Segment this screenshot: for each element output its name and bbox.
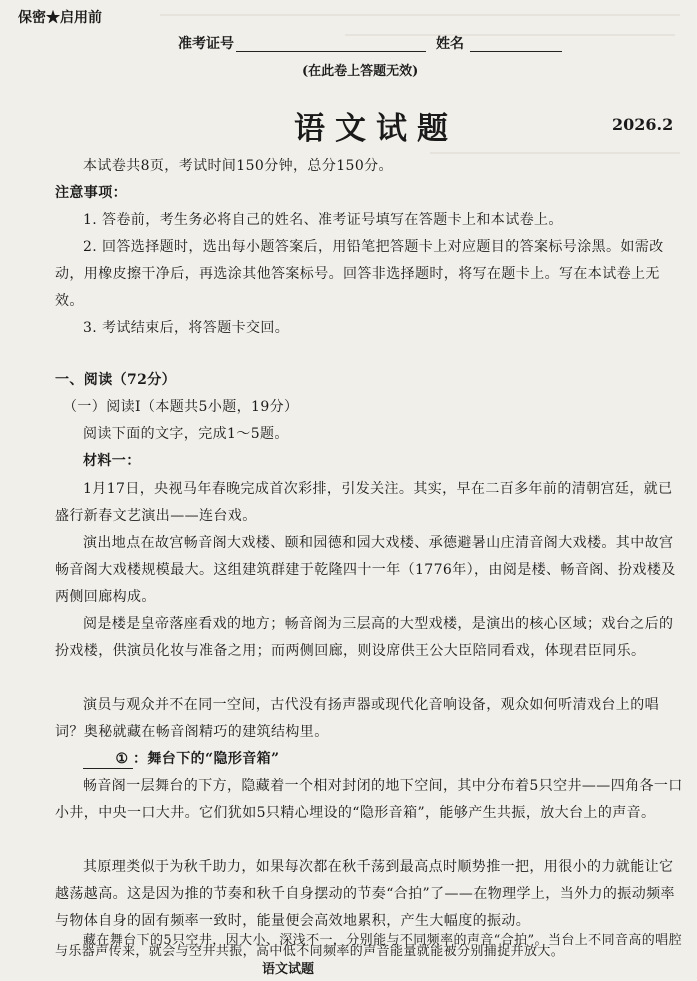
- name-line: [470, 51, 562, 52]
- body-paragraph: 其原理类似于为秋千助力，如果每次都在秋千荡到最高点时顺势推一把，用很小的力就能让它越荡越高。这是因为推的节奏和秋千自身摆动的节奏“合拍”了——在物理学上，当外力的振动频率与物体自身的固有频率一致时，能量便会高效地累积，产生大幅度的振动。: [55, 859, 675, 929]
- exam-date: 2026.2: [612, 115, 674, 134]
- material-label: 材料一：: [83, 453, 141, 469]
- subheading-text: ：舞台下的“隐形音箱”: [133, 751, 280, 767]
- page-title: 语文试题: [294, 111, 458, 147]
- bleed-through: [160, 14, 680, 16]
- name-label: 姓名: [436, 36, 464, 52]
- body-paragraph: 演员与观众并不在同一空间，古代没有扬声器或现代化音响设备，观众如何听清戏台上的唱词？奥秘就藏在畅音阁精巧的建筑结构里。: [55, 697, 659, 740]
- exam-id-label: 准考证号: [178, 36, 234, 52]
- page-footer: 语文试题: [262, 962, 315, 977]
- body-paragraph: 阅是楼是皇帝落座看戏的地方；畅音阁为三层高的大型戏楼，是演出的核心区域；戏台之后的扮戏楼，供演员化妆与准备之用；而两侧回廊，则设席供王公大臣陪同看戏，体现君臣同乐。: [55, 616, 674, 659]
- notice-item: 1. 答卷前，考生务必将自己的姓名、准考证号填写在答题卡上和本试卷上。: [83, 212, 563, 228]
- notice-heading: 注意事项：: [55, 185, 127, 201]
- body-paragraph: 演出地点在故宫畅音阁大戏楼、颐和园德和园大戏楼、承德避暑山庄清音阁大戏楼。其中故宫畅音阁大戏楼规模最大。这组建筑群建于乾隆四十一年（1776年），由阅是楼、畅音阁、扮戏楼及两侧回廊构成。: [55, 535, 676, 605]
- body-paragraph: 畅音阁一层舞台的下方，隐藏着一个相对封闭的地下空间，其中分布着5只空井——四角各一口小井，中央一口大井。它们犹如5只精心埋设的“隐形音箱”，能够产生共振，放大台上的声音。: [55, 778, 683, 821]
- body-paragraph: 藏在舞台下的5只空井，因大小、深浅不一，分别能与不同频率的声音“合拍”。当台上不同音高的唱腔与乐器声传来，就会与空井共振，高中低不同频率的声音能量就能被分别捕捉并放大。: [55, 933, 682, 959]
- subheading-blank: ①: [83, 750, 133, 769]
- notice-item: 3. 考试结束后，将答题卡交回。: [83, 320, 290, 336]
- exam-id-line: [236, 51, 426, 52]
- intro-text: 本试卷共8页，考试时间150分钟，总分150分。: [83, 158, 393, 174]
- invalid-note: (在此卷上答题无效): [302, 64, 419, 79]
- section-subheading: （一）阅读Ⅰ（本题共5小题，19分）: [63, 399, 299, 415]
- instruction-text: 阅读下面的文字，完成1～5题。: [83, 426, 289, 442]
- secret-mark: 保密★启用前: [18, 10, 102, 26]
- body-paragraph: 1月17日，央视马年春晚完成首次彩排，引发关注。其实，早在二百多年前的清朝宫廷，就已盛行新春文艺演出——连台戏。: [55, 481, 673, 524]
- subheading: [55, 746, 685, 773]
- section-heading: 一、阅读（72分）: [55, 372, 177, 388]
- notice-item: 2. 回答选择题时，选出每小题答案后，用铅笔把答题卡上对应题目的答案标号涂黑。如需改动，用橡皮擦干净后，再选涂其他答案标号。回答非选择题时，将写在题卡上。写在本试卷上无效。: [55, 239, 664, 309]
- bleed-through: [345, 34, 675, 36]
